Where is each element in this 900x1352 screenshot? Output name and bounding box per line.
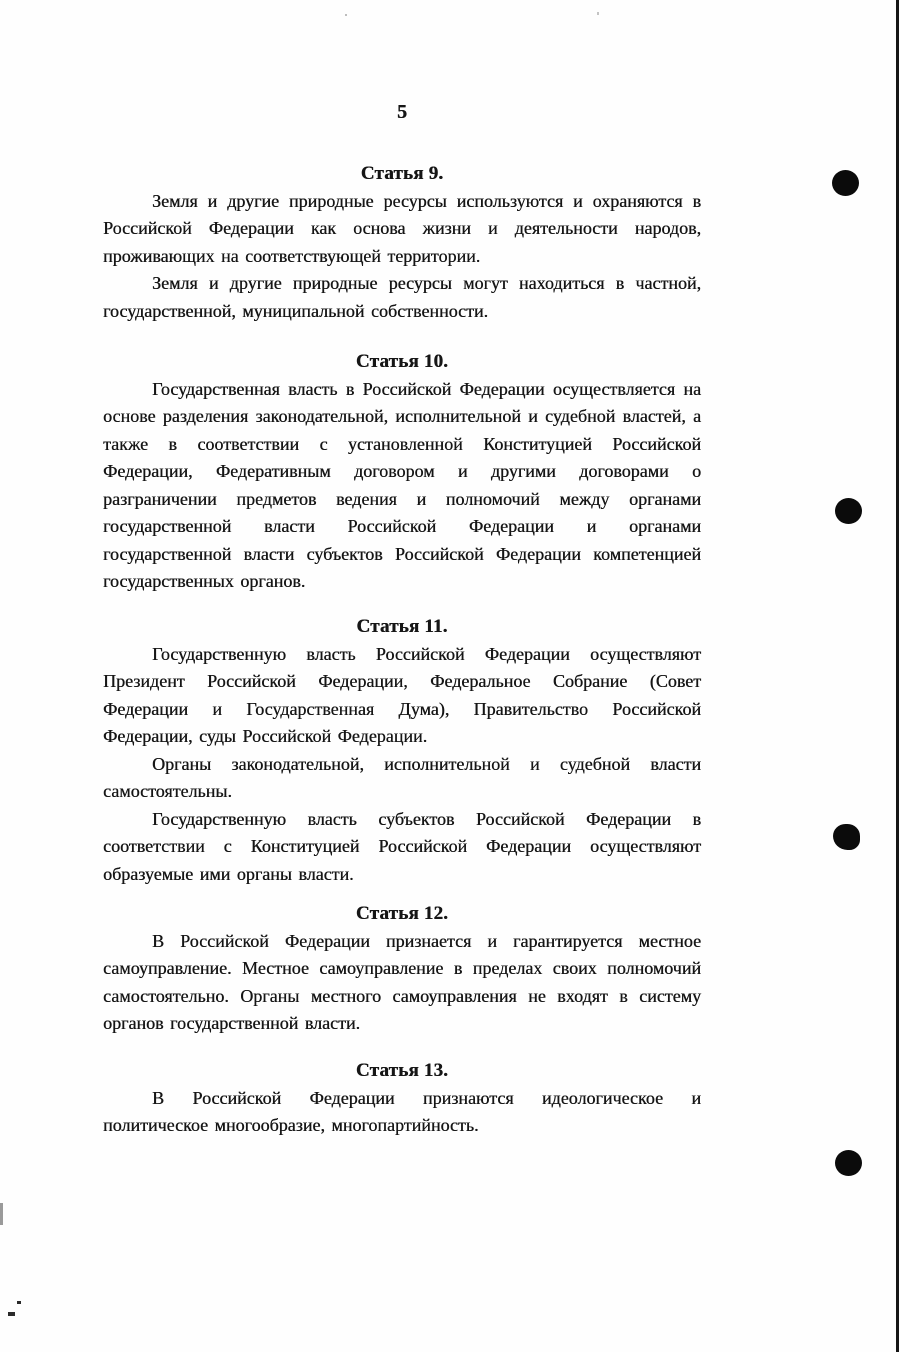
scan-speck: [597, 12, 599, 15]
page-number: 5: [397, 101, 407, 123]
scan-speck: [345, 14, 347, 16]
scan-edge-line: [896, 0, 899, 1352]
article-paragraph: Государственную власть Российской Федерации осуществляют Президент Российской Федерации, Федеральное Собрание (Совет Федерации и Государственная Дума), Правительство Российской Федерации, суды Российской Федерации.: [103, 643, 701, 746]
article-title: Статья 11.: [356, 616, 448, 637]
article-paragraph: Земля и другие природные ресурсы могут находиться в частной, государственной, муниципальной собственности.: [103, 273, 701, 321]
scan-speck: [0, 1203, 3, 1225]
article-section-11: [103, 613, 701, 888]
hole-punch-mark: [835, 498, 862, 524]
scan-speck: [17, 1301, 21, 1304]
article-paragraph: В Российской Федерации признаются идеологическое и политическое многообразие, многопартийность.: [103, 1087, 701, 1135]
article-paragraph: В Российской Федерации признается и гарантируется местное самоуправление. Местное самоуправление в пределах своих полномочий самостоятельно. Органы местного самоуправления не входят в систему органов государственной власти.: [103, 930, 701, 1033]
hole-punch-mark: [835, 1150, 862, 1176]
article-paragraph: Государственную власть субъектов Российской Федерации в соответствии с Конституцией Российской Федерации осуществляют образуемые ими органы власти.: [103, 808, 701, 884]
article-section-12: [103, 900, 701, 1038]
hole-punch-mark: [833, 824, 860, 850]
hole-punch-mark: [832, 170, 859, 196]
article-paragraph: Органы законодательной, исполнительной и судебной власти самостоятельны.: [103, 753, 701, 801]
article-title: Статья 12.: [355, 903, 449, 924]
article-title: Статья 13.: [355, 1060, 449, 1081]
scan-speck: [8, 1312, 15, 1316]
article-paragraph: Земля и другие природные ресурсы используются и охраняются в Российской Федерации как основа жизни и деятельности народов, проживающих на соответствующей территории.: [103, 190, 701, 266]
article-title: Статья 10.: [355, 351, 449, 372]
article-section-10: [103, 348, 701, 596]
article-paragraph: Государственная власть в Российской Федерации осуществляется на основе разделения законодательной, исполнительной и судебной властей, а также в соответствии с установленной Конституцией Российской Федерации, Федеративным договором и другими договорами о разграничении предметов ведения и полномочий между органами государственной власти Российской Федерации и органами государственной власти субъектов Российской Федерации компетенцией государственных органов.: [103, 378, 701, 591]
article-section-9: [103, 160, 701, 325]
article-section-13: [103, 1057, 701, 1140]
article-title: Статья 9.: [360, 163, 444, 184]
